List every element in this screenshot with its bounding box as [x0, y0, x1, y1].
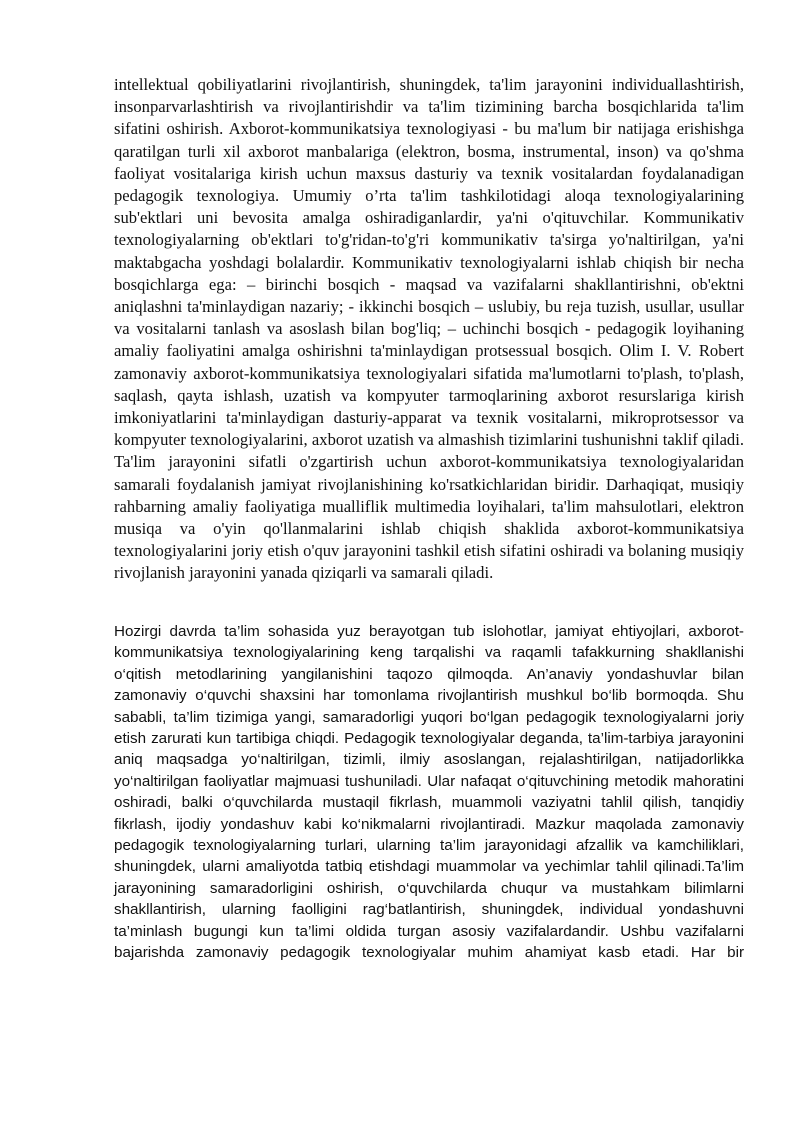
body-paragraph-serif: intellektual qobiliyatlarini rivojlantirish, shuningdek, ta'lim jarayonini individuallashtirish, insonparvarlashtirish va rivojlantirishdir va ta'lim tizimining barcha bosqichlarida ta'lim sifatini oshirish. Axborot-kommunikatsiya texnologiyasi - bu ma'lum bir natijaga erishishga qaratilgan turli xil axborot manbalariga (elektron, bosma, instrumental, inson) va qo'shma faoliyat vositalariga kirish uchun maxsus dasturiy va texnik vositalardan foydalanadigan pedagogik texnologiya. Umumiy o’rta ta'lim tashkilotidagi aloqa texnologiyalarining sub'ektlari uni bevosita amalga oshiradiganlardir, ya'ni o'qituvchilar. Kommunikativ texnologiyalarning ob'ektlari to'g'ridan-to'g'ri kommunikativ ta'sirga yo'naltirilgan, ya'ni maktabgacha yoshdagi bolalardir. Kommunikativ texnologiyalarni ishlab chiqish bir necha bosqichlarga ega: – birinchi bosqich - maqsad va vazifalarni shakllantirishni, ob'ektni aniqlashni ta'minlaydigan nazariy; - ikkinchi bosqich – uslubiy, bu reja tuzish, usullar, usullar va vositalarni tanlash va asoslash bilan bog'liq; – uchinchi bosqich - pedagogik loyihaning amaliy faoliyatini amalga oshirishni ta'minlaydigan protsessual bosqich. Olim I. V. Robert zamonaviy axborot-kommunikatsiya texnologiyalari sifatida ma'lumotlarni to'plash, to'plash, saqlash, qayta ishlash, uzatish va kompyuter tarmoqlarining axborot resurslariga kirish imkoniyatlarini ta'minlaydigan dasturiy-apparat va texnik vositalarni, mikroprotsessor va kompyuter texnologiyalarini, axborot uzatish va almashish tizimlarini tushunishni taklif qiladi. Ta'lim jarayonini sifatli o'zgartirish uchun axborot-kommunikatsiya texnologiyalaridan samarali foydalanish jamiyat rivojlanishining ko'rsatkichlaridan biridir. Darhaqiqat, musiqiy rahbarning amaliy faoliyatiga mualliflik multimedia loyihalari, ta'lim mahsulotlari, elektron musiqa va o'yin qo'llanmalarini ishlab chiqish shaklida axborot-kommunikatsiya texnologiyalarini joriy etish o'quv jarayonini tashkil etish sifatini oshiradi va bolaning musiqiy rivojlanish jarayonini yanada qiziqarli va samarali qiladi. — [114, 75, 744, 583]
body-paragraph-sans: Hozirgi davrda ta’lim sohasida yuz berayotgan tub islohotlar, jamiyat ehtiyojlari, axborot-kommunikatsiya texnologiyalarining keng tarqalishi va raqamli tafakkurning shakllanishi o‘qitish metodlarining yangilanishini taqozo qilmoqda. An’anaviy yondashuvlar bilan zamonaviy o‘quvchi shaxsini har tomonlama rivojlantirish mushkul bo‘lib bormoqda. Shu sababli, ta’lim tizimiga yangi, samaradorligi yuqori bo‘lgan pedagogik texnologiyalarni joriy etish zarurati kun tartibiga chiqdi. Pedagogik texnologiyalar deganda, ta’lim-tarbiya jarayonini aniq maqsadga yo‘naltirilgan, tizimli, ilmiy asoslangan, rejalashtirilgan, natijadorlikka yo‘naltirilgan faoliyatlar majmuasi tushuniladi. Ular nafaqat o‘qituvchining metodik mahoratini oshiradi, balki o‘quvchilarda mustaqil fikrlash, muammoli vaziyatni tahlil qilish, tanqidiy fikrlash, ijodiy yondashuv kabi ko‘nikmalarni rivojlantiradi. Mazkur maqolada zamonaviy pedagogik texnologiyalarning turlari, ularning ta’lim jarayonidagi afzallik va kamchiliklari, shuningdek, ularni amaliyotda tatbiq etishdagi muammolar va yechimlar tahlil qilinadi.Ta’lim jarayonining samaradorligini oshirish, o‘quvchilarda chuqur va mustahkam bilimlarni shakllantirish, ularning faolligini rag‘batlantirish, shuningdek, individual yondashuvni ta’minlash bugungi kun ta’limi oldida turgan asosiy vazifalardandir. Ushbu vazifalarni bajarishda zamonaviy pedagogik texnologiyalar muhim ahamiyat kasb etadi. Har bir — [114, 623, 744, 962]
